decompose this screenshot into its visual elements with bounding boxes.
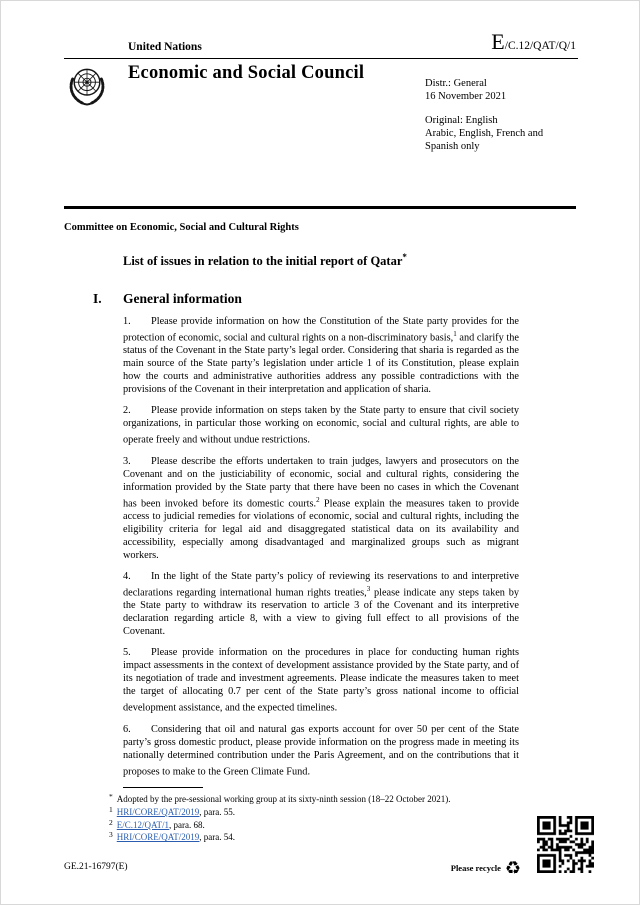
section-number: I. bbox=[93, 290, 102, 306]
paragraph-1 bbox=[123, 315, 519, 396]
doc-symbol-rest: /C.12/QAT/Q/1 bbox=[504, 40, 576, 52]
paragraph-text: Please explain the measures taken to provide access to judicial remedies for violations of economic, social and cultural rights, including the eligibility criteria for legal aid and disaggregated statistical data on its availability and accessibility, especially among disadvantaged and marginalized groups such as migrant workers. bbox=[123, 497, 519, 561]
footnotes-section bbox=[64, 787, 519, 844]
org-name: United Nations bbox=[128, 41, 202, 53]
paragraph-text: please indicate any steps taken by the State party to withdraw its reservation to article 3 of the Covenant and its interpretive declaration regarding article 8, with a view to giving full effect to all provisions of the Covenant. bbox=[123, 587, 519, 638]
paragraph-text: Please provide information on the procedures in place for conducting human rights impact assessments in the context of development assistance provided by the State party, and of its negotiation of trade and investment agreements. Please indicate the measures taken to meet the target of allocating 0.7 per cent of the State party’s gross national income to official development assistance, and the expected timelines. bbox=[123, 647, 519, 714]
languages-line: Arabic, English, French and Spanish only bbox=[425, 128, 544, 152]
qr-code bbox=[537, 816, 594, 873]
section-heading bbox=[64, 291, 517, 307]
paragraph-2 bbox=[123, 404, 519, 446]
footnote-ref: 1 bbox=[453, 329, 457, 338]
page-title-text: List of issues in relation to the initial report of Qatar bbox=[123, 253, 403, 268]
distribution-block bbox=[425, 77, 565, 153]
paragraph-text: Please describe the efforts undertaken to train judges, lawyers and prosecutors on the Covenant and on the justiciability of economic, social and cultural rights, considering the information provided by the State party that there have been no cases in which the Covenant has been invoked before its domestic courts. bbox=[123, 455, 519, 509]
paragraph-6 bbox=[123, 723, 519, 778]
footnote-asterisk bbox=[109, 794, 519, 806]
footnote-marker: 2 bbox=[109, 817, 113, 827]
un-emblem-globe-icon bbox=[63, 63, 111, 111]
recycle-note bbox=[451, 859, 521, 877]
footnote-1 bbox=[109, 804, 519, 819]
header-rule bbox=[64, 58, 578, 59]
recycle-icon: ♻ bbox=[504, 858, 521, 878]
paragraph-number: 1. bbox=[123, 315, 131, 327]
footnote-3 bbox=[109, 832, 519, 844]
title-footnote-ref: * bbox=[402, 251, 407, 262]
paragraph-text: Considering that oil and natural gas exports account for over 50 per cent of the State party’s gross domestic product, please provide information on the progress made in meeting its nationally determined contribution under the Paris Agreement, and on the contributions that it proposes to make to the Green Climate Fund. bbox=[123, 723, 519, 778]
footnote-text: , para. 68. bbox=[169, 819, 205, 830]
paragraph-text: In the light of the State party’s policy of reviewing its reservations to and interpretive declarations regarding international human rights treaties, bbox=[123, 570, 519, 599]
section-title: General information bbox=[123, 290, 242, 306]
paragraph-text: Please provide information on how the Constitution of the State party provides for the protection of economic, social and cultural rights on a non-discriminatory basis, bbox=[123, 315, 519, 344]
paragraph-5 bbox=[123, 646, 519, 714]
paragraph-4 bbox=[123, 570, 519, 638]
footnote-text: , para. 54. bbox=[199, 832, 236, 843]
paragraph-text: and clarify the status of the Covenant in the State party’s legal order. Considering that sharia is regarded as the main source of the State party’s legislation under article 1 of its Constitution, please explain how the courts and administrative authorities address any possible contradictions with the provisions of the Covenant in their interpretation and application of sharia. bbox=[123, 332, 519, 396]
doc-symbol bbox=[491, 29, 576, 55]
header-thick-rule bbox=[64, 206, 576, 209]
recycle-label: Please recycle bbox=[450, 863, 501, 873]
paragraph-number: 5. bbox=[123, 647, 131, 659]
paragraph-number: 2. bbox=[123, 405, 131, 417]
footnote-separator bbox=[123, 787, 203, 788]
paragraph-number: 4. bbox=[123, 570, 131, 582]
page-title bbox=[123, 252, 517, 269]
paragraph-number: 3. bbox=[123, 455, 131, 467]
footnote-ref: 3 bbox=[366, 584, 371, 593]
council-title: Economic and Social Council bbox=[128, 63, 365, 83]
footnote-link[interactable]: HRI/CORE/QAT/2019 bbox=[116, 806, 200, 817]
distr-line: Distr.: General bbox=[425, 78, 487, 89]
spacer bbox=[425, 103, 565, 114]
footnote-2 bbox=[109, 817, 519, 832]
paragraph-3 bbox=[123, 455, 519, 562]
footnote-text: Adopted by the pre-sessional working group at its sixty-ninth session (18–22 October 2021). bbox=[116, 794, 451, 804]
footnote-link[interactable]: E/C.12/QAT/1 bbox=[116, 819, 170, 830]
footnote-marker: 1 bbox=[109, 804, 113, 814]
un-emblem-logo bbox=[63, 63, 111, 111]
footnote-link[interactable]: HRI/CORE/QAT/2019 bbox=[116, 832, 200, 843]
document-reference-code: GE.21-16797(E) bbox=[64, 862, 128, 872]
footnote-ref: 2 bbox=[316, 495, 320, 504]
original-language-line: Original: English bbox=[425, 115, 498, 126]
committee-name: Committee on Economic, Social and Cultural Rights bbox=[64, 221, 299, 233]
date-line: 16 November 2021 bbox=[425, 91, 507, 102]
document-body bbox=[64, 222, 517, 779]
footnote-marker: * bbox=[109, 792, 113, 801]
document-header bbox=[1, 1, 639, 206]
footnote-text: , para. 55. bbox=[199, 806, 236, 817]
paragraph-text: Please provide information on steps taken by the State party to ensure that civil society organizations, in particular those working on economic, social and cultural rights, are able to operate freely and without undue restrictions. bbox=[123, 405, 519, 446]
footnote-marker: 3 bbox=[109, 830, 113, 840]
paragraph-number: 6. bbox=[123, 723, 131, 735]
doc-symbol-initial: E bbox=[491, 29, 505, 54]
